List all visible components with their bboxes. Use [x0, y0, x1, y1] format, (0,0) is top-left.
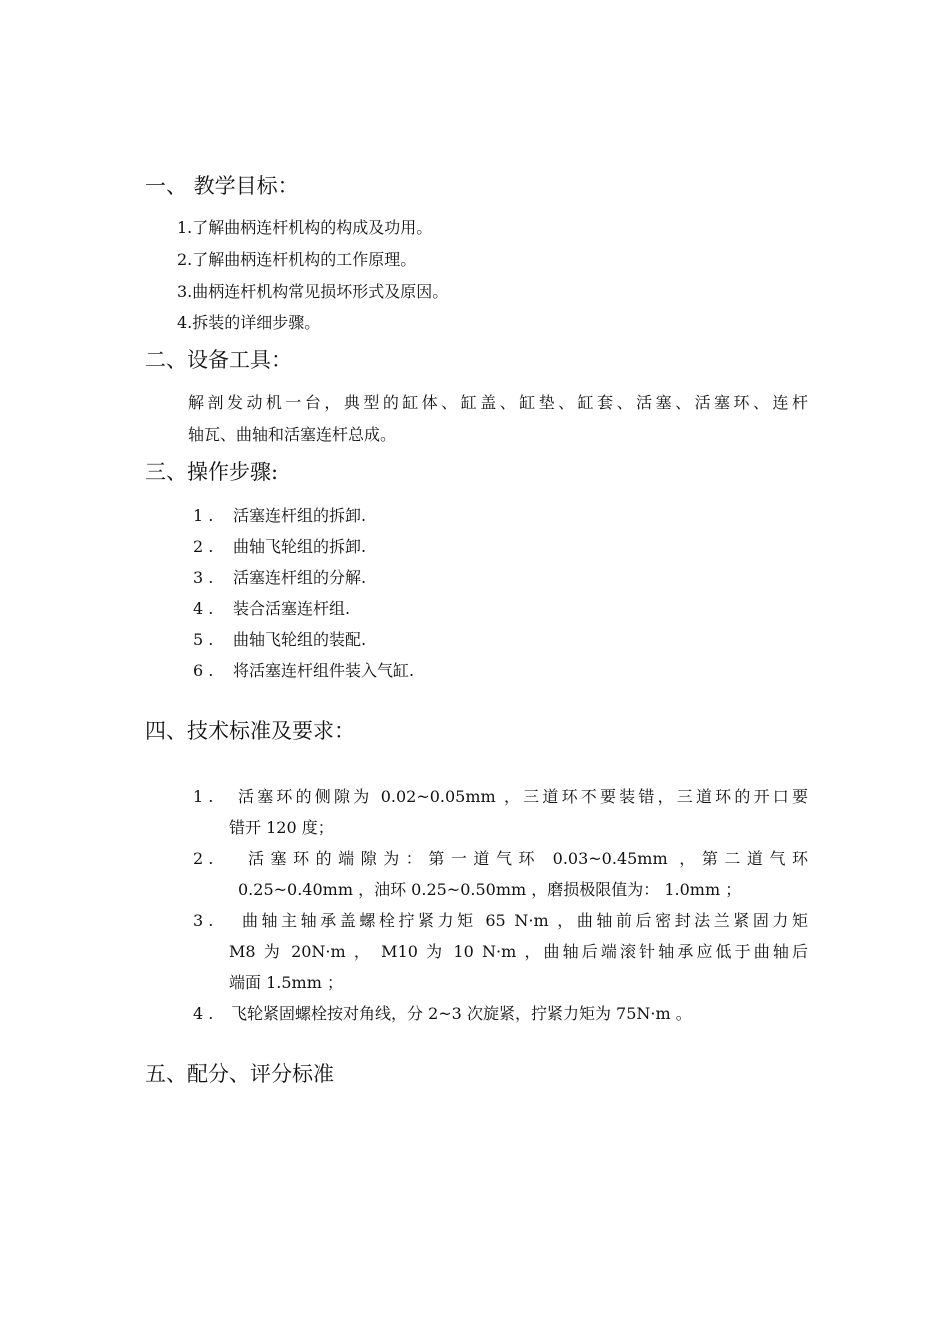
step-text: 装合活塞连杆组. [233, 599, 351, 618]
section-3-title: 三、操作步骤: [145, 460, 279, 484]
step-item-4 [193, 598, 350, 620]
step-item-5 [193, 629, 366, 651]
standard-3-line-3: 端面 1.5mm ； [229, 973, 343, 992]
standard-2-line-2: 0.25~0.40mm ，油环 0.25~0.50mm ，磨损极限值为： 1.0mm ； [238, 880, 742, 899]
step-item-6 [193, 660, 414, 682]
section-5-title: 五、配分、评分标准 [145, 1062, 334, 1086]
standard-4-number: 4 . [193, 1004, 214, 1023]
standard-2-line-1: 活塞环的端隙为：第一道气环 0.03~0.45mm ，第二道气环 [248, 849, 808, 868]
step-number: 2 . [193, 537, 214, 556]
step-number: 4 . [193, 599, 214, 618]
step-number: 1 . [193, 506, 214, 525]
equipment-line-1: 解剖发动机一台，典型的缸体、缸盖、缸垫、缸套、活塞、活塞环、连杆 [188, 393, 808, 412]
step-text: 将活塞连杆组件装入气缸. [233, 661, 415, 680]
step-text: 曲轴飞轮组的拆卸. [233, 537, 367, 556]
standard-4-line-1: 飞轮紧固螺栓按对角线，分 2~3 次旋紧，拧紧力矩为 75N·m 。 [231, 1004, 692, 1023]
standard-1-number: 1 . [193, 787, 214, 806]
step-number: 6 . [193, 661, 214, 680]
section-2-title: 二、设备工具： [145, 348, 292, 372]
step-number: 5 . [193, 630, 214, 649]
section-1-title: 一、 教学目标： [145, 174, 299, 198]
section-4-title: 四、技术标准及要求： [145, 719, 355, 743]
standard-3-line-1: 曲轴主轴承盖螺栓拧紧力矩 65 N·m ，曲轴前后密封法兰紧固力矩 [242, 911, 808, 930]
step-item-2 [193, 536, 366, 558]
step-text: 活塞连杆组的拆卸. [233, 506, 367, 525]
step-text: 曲轴飞轮组的装配. [233, 630, 367, 649]
standard-1-line-1: 活塞环的侧隙为 0.02~0.05mm ，三道环不要装错，三道环的开口要 [238, 787, 808, 806]
equipment-line-2: 轴瓦、曲轴和活塞连杆总成。 [188, 425, 397, 444]
standard-3-line-2: M8 为 20N·m ， M10 为 10 N·m ，曲轴后端滚针轴承应低于曲轴后 [229, 942, 808, 961]
objective-item-4: 4.拆装的详细步骤。 [177, 313, 321, 332]
standard-3-number: 3 . [193, 911, 214, 930]
step-number: 3 . [193, 568, 214, 587]
objective-item-1: 1.了解曲柄连杆机构的构成及功用。 [177, 218, 433, 237]
standard-1-line-2: 错开 120 度； [229, 818, 334, 837]
objective-item-2: 2.了解曲柄连杆机构的工作原理。 [177, 250, 417, 269]
standard-2-number: 2 . [193, 849, 214, 868]
step-item-3 [193, 567, 366, 589]
step-item-1 [193, 505, 366, 527]
objective-item-3: 3.曲柄连杆机构常见损坏形式及原因。 [177, 282, 449, 301]
step-text: 活塞连杆组的分解. [233, 568, 367, 587]
